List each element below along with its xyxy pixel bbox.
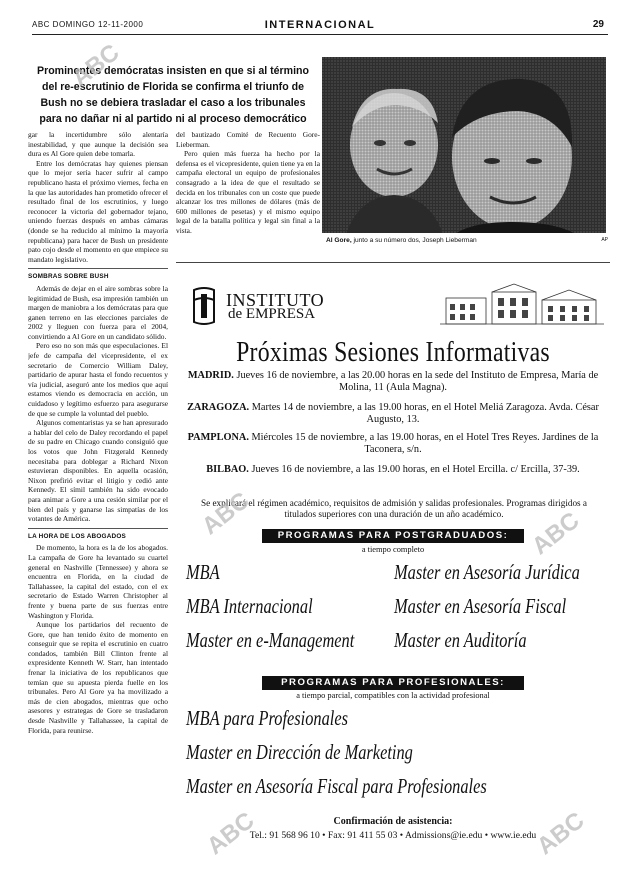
paragraph: del bautizado Comité de Recuento Gore-Lieberman. bbox=[176, 130, 320, 149]
session-zaragoza bbox=[178, 402, 608, 426]
banner-postgrad: PROGRAMAS PARA POSTGRADUADOS: bbox=[262, 529, 524, 543]
ad-divider bbox=[176, 262, 610, 263]
watermark: ABC bbox=[196, 486, 255, 541]
session-text: Jueves 16 de noviembre, a las 20.00 horas en la sede del Instituto de Empresa, María de Molina, 11 (Aula Magna). bbox=[236, 370, 599, 393]
session-city: ZARAGOZA. bbox=[187, 402, 250, 413]
session-city: MADRID. bbox=[187, 370, 234, 381]
paragraph: Además de dejar en el aire sombras sobre la legitimidad de Bush, esa impresión también un margen de maniobra a los demócratas para que ganen terreno en las elecciones parciales de 2002 y lleguen con fuerza para el 2004, convirtiendo a Al Gore en un candidato sólido. bbox=[28, 283, 168, 341]
article-column-1 bbox=[28, 130, 168, 855]
session-text: Martes 14 de noviembre, a las 19.00 horas, en el Hotel Meliá Zaragoza. Avda. César Augusto, 13. bbox=[251, 402, 599, 425]
news-photo bbox=[322, 57, 606, 250]
mode-parttime: a tiempo parcial, compatibles con la actividad profesional bbox=[296, 691, 490, 700]
photo-caption bbox=[326, 237, 608, 244]
program-asesoria-juridica: Master en Asesoría Jurídica bbox=[394, 560, 580, 584]
paragraph: Entre los demócratas hay quienes piensan que lo mejor sería hacer sufrir al campo republicano hasta el próximo viernes, fecha en la que las autoridades han prometido ofrecer el resultado final de los escrutinios, y luego reconocer la victoria del gobernador tejano, uniendo fuerzas después en ambas cámaras (donde se ha reducido al mínimo la mayoría republicana) para hacer de Bush un presidente pato cojo desde el momento en que empiece su mandato legislativo. bbox=[28, 158, 168, 264]
session-city: BILBAO. bbox=[206, 464, 249, 475]
watermark: ABC bbox=[201, 806, 260, 861]
program-auditoria: Master en Auditoría bbox=[394, 628, 527, 652]
paragraph: gar la incertidumbre sólo alentaría inestabilidad, y que aunque la decisión sea dura es Al Gore quien debe tomarla. bbox=[28, 130, 168, 159]
page-header bbox=[32, 18, 608, 35]
brand-line-1: INSTITUTO bbox=[226, 290, 325, 310]
session-text: Miércoles 15 de noviembre, a las 19.00 horas, en el Hotel Tres Reyes. Jardines de la Taconera, s/n. bbox=[251, 432, 599, 455]
article-column-2 bbox=[176, 130, 320, 256]
program-mba-profesionales: MBA para Profesionales bbox=[186, 706, 348, 730]
session-text: Jueves 16 de noviembre, a las 19.00 horas, en el Hotel Ercilla. c/ Ercilla, 37-39. bbox=[251, 464, 580, 475]
subheading: SOMBRAS SOBRE BUSH bbox=[28, 268, 168, 282]
brand-line-2: de EMPRESA bbox=[228, 306, 316, 322]
program-asesoria-fiscal: Master en Asesoría Fiscal bbox=[394, 594, 567, 618]
caption-name: Al Gore, bbox=[326, 237, 352, 244]
mode-fulltime: a tiempo completo bbox=[361, 545, 425, 554]
caption-text: junto a su número dos, Joseph Lieberman bbox=[353, 237, 477, 244]
ie-logo-icon bbox=[186, 286, 222, 331]
program-mba: MBA bbox=[186, 560, 220, 584]
watermark: ABC bbox=[66, 38, 125, 93]
paragraph: De momento, la hora es la de los abogados. La campaña de Gore ha levantado su cuartel general en Nashville (Tennessee) y ahora se encuentra en Florida, en la ciudad de Tallahassee, la capital del estado, con el ex secretario de Estado Warren Christopher al frente y buena parte de sus fuerzas entre Washington y Florida. bbox=[28, 543, 168, 620]
session-pamplona bbox=[178, 432, 608, 456]
program-marketing: Master en Dirección de Marketing bbox=[186, 740, 413, 764]
subheading: LA HORA DE LOS ABOGADOS bbox=[28, 528, 168, 542]
headline: Prominentes demócratas insisten en que si al término del re-escrutinio de Florida se confirma el triunfo de Bush no se debiera trasladar el caso a los tribunales para no dañar ni al partido ni al proceso democrático bbox=[37, 65, 309, 125]
section-title: INTERNACIONAL bbox=[264, 19, 376, 31]
ad-title: Próximas Sesiones Informativas bbox=[236, 336, 550, 368]
photo-credit: AP bbox=[601, 237, 608, 243]
watermark: ABC bbox=[531, 806, 590, 861]
contact-info: Tel.: 91 568 96 10 • Fax: 91 411 55 03 • Admissions@ie.edu • www.ie.edu bbox=[249, 830, 537, 841]
page-number: 29 bbox=[592, 19, 604, 30]
paragraph: Aunque los partidarios del recuento de Gore, que han tenido éxito de momento en conseguir que se repita el escrutinio en cuatro condados, también Bill Clinton frente al expresidente Kenneth W. Starr, han intentado frenar la iniciativa de los republicanos que temían que su apuesta pierda fuelle en los tribunales. Pero Al Gore ya ha movilizado a más de cien abogados, mientras que ocho asesores y estrategas de Gore se trasladaron desde Nashville y Tallahassee, la capital de Florida, para reunirse. bbox=[28, 620, 168, 735]
paragraph: Pero quien más fuerza ha hecho por la defensa es el vicepresidente, quien tiene ya en la campaña electoral un equipo de profesionales consagrado a la idea de que el resultado se decida en los tribunales con un coste que puede alcanzar los tres millones de dólares (más de 600 millones de pesetas) y el mismo equipo legal de la batalla política y legal sin final a la vista. bbox=[176, 149, 320, 235]
paragraph: Algunos comentaristas ya se han apresurado a hablar del celo de Daley recordando el papel de su padre en Chicago cuando consiguió que los votos que John Fitzgerald Kennedy necesitaba para doblegar a Richard Nixon estuvieran disponibles. En aquella ocasión, Nixon prefirió evitar el litigio y cedió ante Kennedy. El símil también ha sido evocado para animar a Gore a una cesión similar por el bien del país y ganarse las simpatías de los votantes de América. bbox=[28, 418, 168, 524]
program-e-management: Master en e-Management bbox=[186, 628, 355, 652]
program-mba-internacional: MBA Internacional bbox=[186, 594, 313, 618]
building-illustration-icon bbox=[440, 282, 604, 333]
session-bilbao bbox=[178, 464, 608, 476]
session-madrid bbox=[178, 370, 608, 394]
session-city: PAMPLONA. bbox=[187, 432, 249, 443]
banner-professional: PROGRAMAS PARA PROFESIONALES: bbox=[262, 676, 524, 690]
paragraph: Pero eso no son más que especulaciones. El jefe de campaña del vicepresidente, el ex secretario de Comercio William Daley, partidario de apurar hasta el fondo recuentos y vía judicial, aseguró ante los medios que aquí estamos viendo es democracia en acción, un cuidadoso y legítimo esfuerzo para asegurarse de que se cumple la voluntad del pueblo. bbox=[28, 341, 168, 418]
contact-title: Confirmación de asistencia: bbox=[333, 816, 453, 827]
issue-date: ABC DOMINGO 12-11-2000 bbox=[32, 20, 144, 29]
ad-note: Se explicará el régimen académico, requisitos de admisión y salidas profesionales. Programas dirigidos a titulados superiores con una duración de un año académico. bbox=[200, 498, 588, 519]
photo-illustration bbox=[322, 57, 606, 250]
program-fiscal-profesionales: Master en Asesoría Fiscal para Profesionales bbox=[186, 774, 487, 798]
watermark: ABC bbox=[526, 506, 585, 561]
